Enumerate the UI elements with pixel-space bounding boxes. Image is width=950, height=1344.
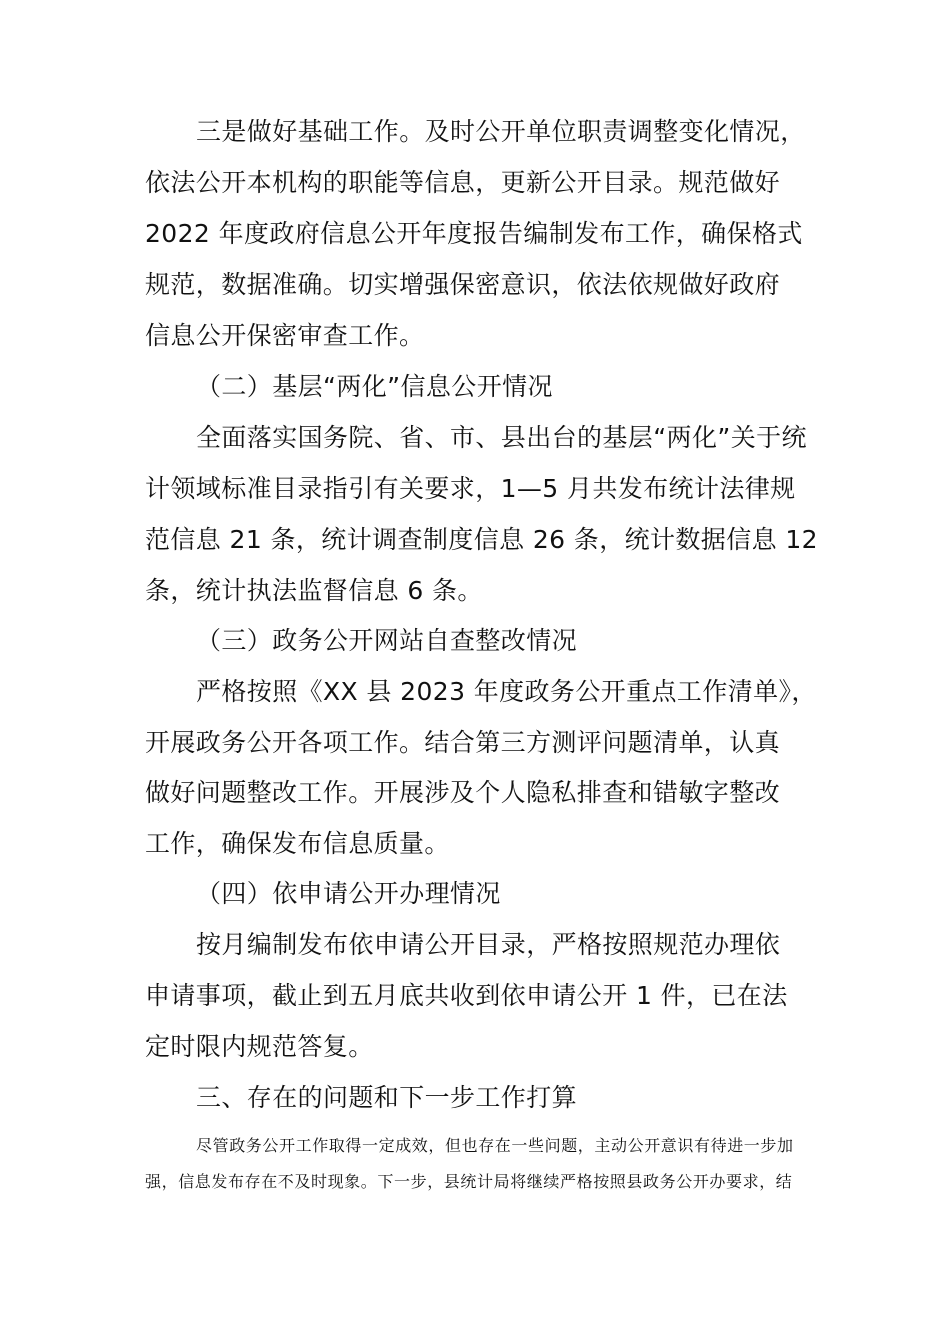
paragraph-two-standardization-line-4: 条，统计执法监督信息 6 条。: [145, 576, 483, 605]
paragraph-two-standardization-line-3: 范信息 21 条，统计调查制度信息 26 条，统计数据信息 12: [145, 525, 818, 554]
paragraph-application-disclosure-line-3: 定时限内规范答复。: [145, 1032, 374, 1061]
paragraph-basic-work-line-4: 规范，数据准确。切实增强保密意识，依法依规做好政府: [145, 270, 781, 299]
heading-two-standardization: （二）基层“两化”信息公开情况: [196, 372, 553, 401]
paragraph-problems-next-steps-line-2: 强，信息发布存在不及时现象。下一步，县统计局将继续严格按照县政务公开办要求，结: [145, 1172, 793, 1191]
paragraph-application-disclosure-line-1: 按月编制发布依申请公开目录，严格按照规范办理依: [196, 930, 781, 959]
paragraph-problems-next-steps-line-1: 尽管政务公开工作取得一定成效，但也存在一些问题，主动公开意识有待进一步加: [196, 1136, 794, 1155]
paragraph-website-rectification-line-1: 严格按照《XX 县 2023 年度政务公开重点工作清单》，: [196, 677, 817, 706]
paragraph-basic-work-line-5: 信息公开保密审查工作。: [145, 321, 425, 350]
heading-application-disclosure: （四）依申请公开办理情况: [196, 879, 501, 908]
paragraph-website-rectification-line-2: 开展政务公开各项工作。结合第三方测评问题清单，认真: [145, 728, 781, 757]
paragraph-website-rectification-line-4: 工作，确保发布信息质量。: [145, 829, 450, 858]
paragraph-application-disclosure-line-2: 申请事项，截止到五月底共收到依申请公开 1 件，已在法: [145, 981, 788, 1010]
paragraph-basic-work-line-3: 2022 年度政府信息公开年度报告编制发布工作，确保格式: [145, 219, 803, 248]
heading-website-rectification: （三）政务公开网站自查整改情况: [196, 626, 578, 655]
paragraph-two-standardization-line-2: 计领域标准目录指引有关要求，1—5 月共发布统计法律规: [145, 474, 796, 503]
paragraph-website-rectification-line-3: 做好问题整改工作。开展涉及个人隐私排查和错敏字整改: [145, 778, 781, 807]
paragraph-basic-work-line-2: 依法公开本机构的职能等信息，更新公开目录。规范做好: [145, 168, 781, 197]
paragraph-two-standardization-line-1: 全面落实国务院、省、市、县出台的基层“两化”关于统: [196, 423, 807, 452]
heading-problems-next-steps: 三、存在的问题和下一步工作打算: [196, 1083, 578, 1112]
paragraph-basic-work-line-1: 三是做好基础工作。及时公开单位职责调整变化情况，: [196, 117, 806, 146]
